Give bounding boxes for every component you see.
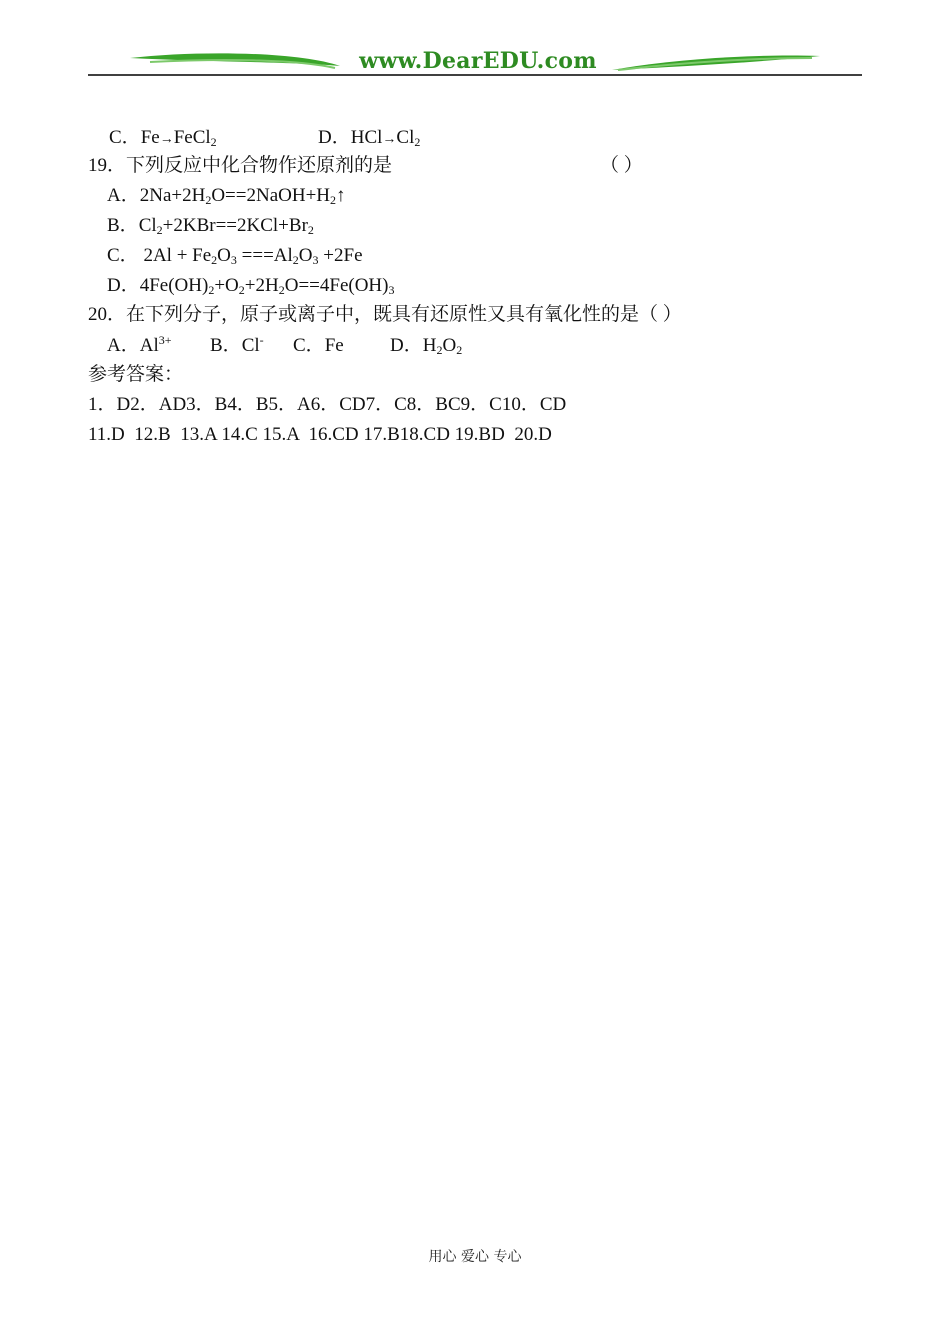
answers-line-1: 1．D2．AD3．B4．B5．A6．CD7．C8．BC9．C10．CD — [88, 394, 567, 415]
q19-option-b: B．$Cl_2+2KBr==2KCl+Br_2$ — [107, 215, 314, 237]
q19-stem: 19．下列反应中化合物作还原剂的是 （ ） — [88, 155, 643, 176]
page-footer: 用心 爱心 专心 — [428, 1249, 522, 1265]
q19-option-d: D．$4Fe(OH)_2+O_2+2H_2O==4Fe(OH)_3$ — [107, 275, 395, 297]
q20-options — [107, 333, 463, 358]
q20-option-b: B．Cl- — [210, 333, 264, 356]
header-banner-graphic — [0, 0, 950, 90]
q18-option-d: D．$HCl\to Cl_2$ — [318, 127, 421, 149]
site-url-logo: www.DearEDU.com — [359, 48, 597, 74]
q20-stem: 20．在下列分子，原子或离子中，既具有还原性又具有氧化性的是（ ） — [88, 304, 682, 325]
q20-option-d: D．$H_2O_2$ — [390, 335, 463, 357]
q20-option-a: A．$Al^{3+}$ — [107, 333, 172, 356]
q18-option-c: C．Fe→FeCl$_2$ — [109, 127, 217, 149]
answers-heading: 参考答案： — [88, 364, 184, 385]
q19-option-a: A．$2Na+2H_2O==2NaOH+H_2↑$ — [107, 185, 346, 207]
q19-option-c: C． $2Al + Fe_2O_3 ===Al_2O_3 +2Fe$ — [107, 245, 363, 267]
q18-options-cd — [109, 126, 421, 152]
q19-answer-paren: （ ） — [600, 155, 643, 176]
page-header — [0, 0, 950, 90]
q20-option-c: C．Fe — [293, 335, 344, 356]
answers-line-2: 11.D 12.B 13.A 14.C 15.A 16.CD 17.B18.CD 19.BD 20.D — [88, 424, 552, 445]
